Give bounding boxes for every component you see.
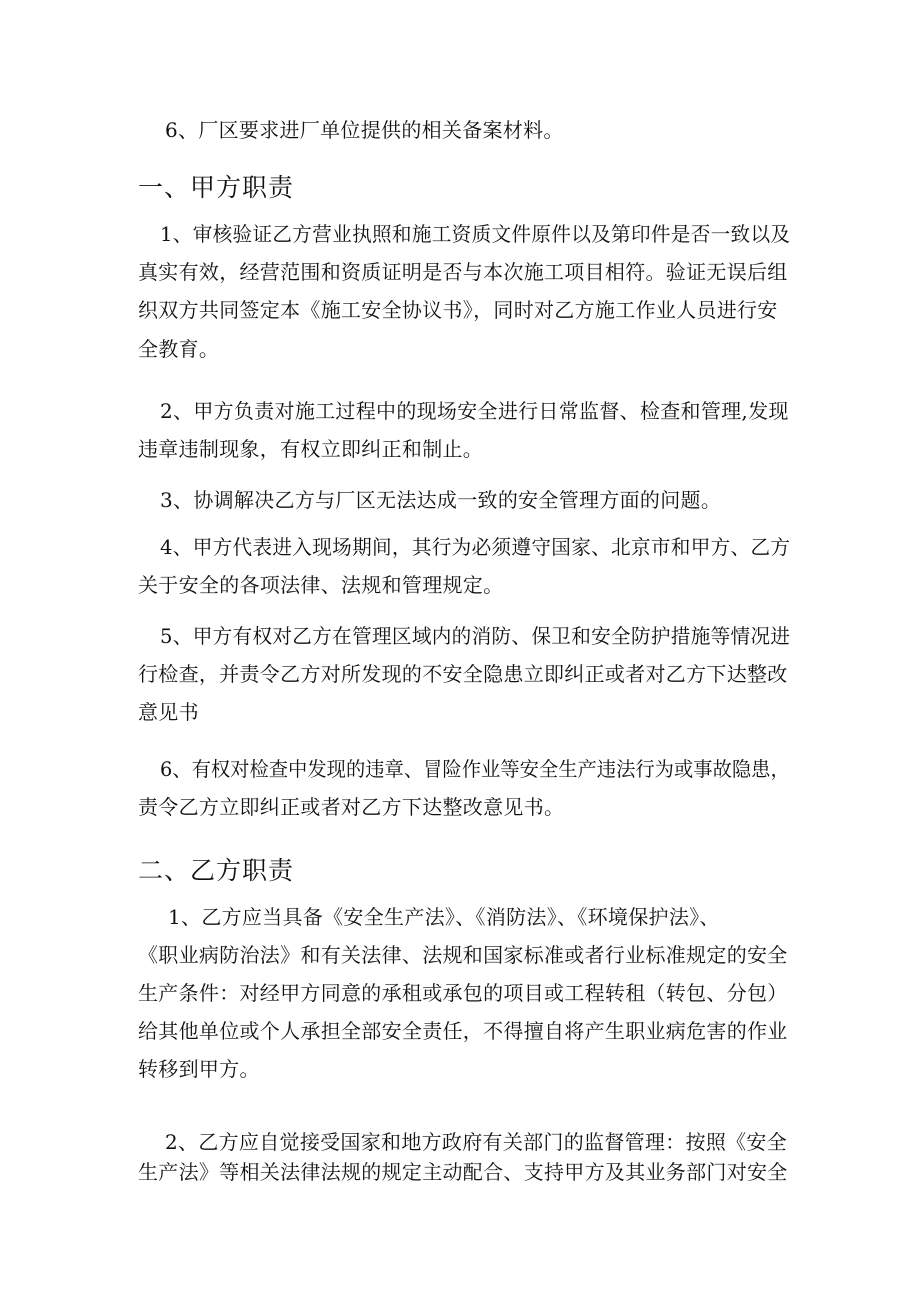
- paragraph-line: 全教育。: [138, 337, 220, 361]
- section1-heading: 一、甲方职责: [138, 173, 295, 202]
- paragraph-line: 关于安全的各项法律、法规和管理规定。: [138, 573, 504, 597]
- paragraph-line: 6、有权对检查中发现的违章、冒险作业等安全生产违法行为或事故隐患，: [160, 757, 790, 781]
- paragraph-line: 意见书: [138, 700, 199, 724]
- paragraph-line: 转移到甲方。: [138, 1057, 260, 1081]
- intro-item-6: 6、厂区要求进厂单位提供的相关备案材料。: [165, 118, 564, 142]
- paragraph-line: 违章违制现象，有权立即纠正和制止。: [138, 437, 484, 461]
- paragraph-line: 5、甲方有权对乙方在管理区域内的消防、保卫和安全防护措施等情况进: [160, 624, 791, 648]
- paragraph-line: 4、甲方代表进入现场期间，其行为必须遵守国家、北京市和甲方、乙方: [160, 535, 791, 559]
- paragraph-line: 1、审核验证乙方营业执照和施工资质文件原件以及第印件是否一致以及: [160, 222, 791, 246]
- paragraph-line: 《职业病防治法》和有关法律、法规和国家标准或者行业标准规定的安全: [138, 943, 788, 967]
- paragraph-line: 2、甲方负责对施工过程中的现场安全进行日常监督、检查和管理,发现: [160, 399, 789, 423]
- paragraph-line: 2、乙方应自觉接受国家和地方政府有关部门的监督管理：按照《安全: [165, 1130, 788, 1154]
- paragraph-line: 责令乙方立即纠正或者对乙方下达整改意见书。: [138, 795, 565, 819]
- paragraph-line: 1、乙方应当具备《安全生产法》、《消防法》、《环境保护法》、: [168, 905, 720, 929]
- paragraph-line: 织双方共同签定本《施工安全协议书》，同时对乙方施工作业人员进行安: [138, 298, 778, 322]
- paragraph-line: 给其他单位或个人承担全部安全责任，不得擅自将产生职业病危害的作业: [138, 1019, 788, 1043]
- section2-heading: 二、乙方职责: [138, 856, 295, 885]
- paragraph-line: 行检查，并责令乙方对所发现的不安全隐患立即纠正或者对乙方下达整改: [138, 662, 788, 686]
- paragraph-line: 真实有效，经营范围和资质证明是否与本次施工项目相符。验证无误后组: [138, 260, 788, 284]
- paragraph-line: 3、协调解决乙方与厂区无法达成一致的安全管理方面的问题。: [160, 488, 722, 512]
- paragraph-line: 生产条件：对经甲方同意的承租或承包的项目或工程转租（转包、分包）: [138, 981, 788, 1005]
- paragraph-line: 生产法》等相关法律法规的规定主动配合、支持甲方及其业务部门对安全: [138, 1160, 788, 1184]
